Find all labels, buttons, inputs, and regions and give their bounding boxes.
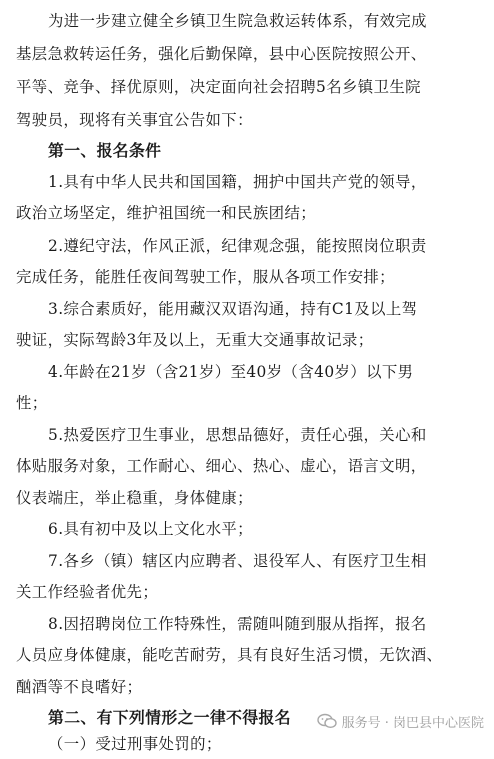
- paragraph-line: 5.热爱医疗卫生事业，思想品德好，责任心强，关心和: [48, 426, 427, 444]
- paragraph-line: 6.具有初中及以上文化水平；: [48, 520, 253, 538]
- section-heading: 第一、报名条件: [48, 141, 162, 160]
- paragraph-line: 人员应身体健康，能吃苦耐劳，具有良好生活习惯，无饮酒、: [16, 646, 443, 664]
- paragraph-line: 8.因招聘岗位工作特殊性，需随叫随到服从指挥，报名: [48, 615, 427, 633]
- paragraph-line: 政治立场坚定，维护祖国统一和民族团结；: [16, 204, 317, 222]
- paragraph-line: 1.具有中华人民共和国国籍，拥护中国共产党的领导，: [48, 173, 427, 191]
- paragraph-line: 酗酒等不良嗜好；: [16, 678, 143, 696]
- paragraph-line: 完成任务，能胜任夜间驾驶工作，服从各项工作安排；: [16, 268, 395, 286]
- wechat-icon: [317, 713, 337, 729]
- paragraph-line: 7.各乡（镇）辖区内应聘者、退役军人、有医疗卫生相: [48, 552, 427, 570]
- paragraph-line: 2.遵纪守法，作风正派，纪律观念强，能按照岗位职责: [48, 237, 427, 255]
- watermark: [313, 709, 488, 733]
- paragraph-line: 性；: [16, 394, 48, 412]
- section-heading: 第二、有下列情形之一律不得报名: [48, 708, 291, 727]
- paragraph-line: 为进一步建立健全乡镇卫生院急救运转体系，有效完成: [48, 12, 427, 30]
- paragraph-line: （一）受过刑事处罚的；: [48, 735, 222, 753]
- paragraph-line: 体贴服务对象，工作耐心、细心、热心、虚心，语言文明，: [16, 457, 427, 475]
- paragraph-line: 关工作经验者优先；: [16, 583, 159, 601]
- paragraph-line: 基层急救转运任务，强化后勤保障，县中心医院按照公开、: [16, 45, 427, 63]
- watermark-label: 服务号 · 岗巴县中心医院: [341, 715, 484, 731]
- paragraph-line: 驾驶员，现将有关事宜公告如下：: [16, 111, 253, 129]
- paragraph-line: 驶证，实际驾龄3年及以上，无重大交通事故记录；: [16, 331, 374, 349]
- paragraph-line: 3.综合素质好，能用藏汉双语沟通，持有C1及以上驾: [48, 300, 418, 318]
- paragraph-line: 平等、竞争、择优原则，决定面向社会招聘5名乡镇卫生院: [16, 78, 421, 96]
- paragraph-line: 仪表端庄，举止稳重，身体健康；: [16, 489, 253, 507]
- paragraph-line: 4.年龄在21岁（含21岁）至40岁（含40岁）以下男: [48, 363, 414, 381]
